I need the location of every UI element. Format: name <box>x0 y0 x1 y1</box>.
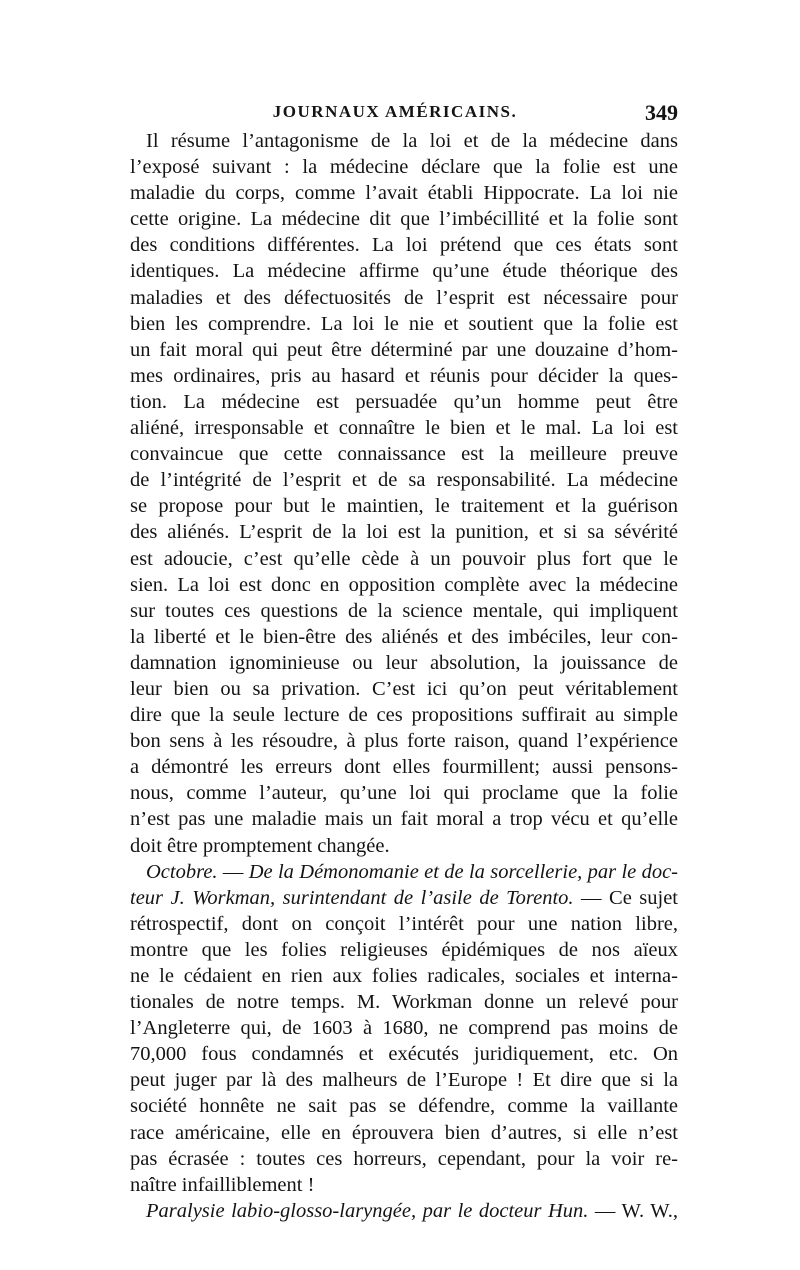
text-line: la liberté et le bien-être des aliénés et des imbéciles, leur con- <box>130 625 678 648</box>
running-title: JOURNAUX AMÉRICAINS. <box>272 102 518 121</box>
text-line: montre que les folies religieuses épidémiques de nos aïeux <box>130 938 678 961</box>
text-line: société honnête ne sait pas se défendre, comme la vaillante <box>130 1095 678 1118</box>
text-line: tion. La médecine est persuadée qu’un homme peut être <box>130 390 678 413</box>
text-line: a démontré les erreurs dont elles fourmillent; aussi pensons- <box>130 756 678 779</box>
text-line <box>130 885 678 911</box>
text-line: des conditions différentes. La loi prétend que ces états sont <box>130 234 678 257</box>
text-line <box>130 859 678 885</box>
text-line: doit être promptement changée. <box>130 834 390 857</box>
italic-segment: Octobre. <box>146 860 218 883</box>
text-line: dire que la seule lecture de ces propositions suffirait au simple <box>130 704 678 727</box>
text-line: sien. La loi est donc en opposition complète avec la médecine <box>130 573 678 596</box>
text-line: n’est pas une maladie mais un fait moral a trop vécu et qu’elle <box>130 808 678 831</box>
text-line: convaincue que cette connaissance est la meilleure preuve <box>130 443 678 466</box>
text-line: maladie du corps, comme l’avait établi Hippocrate. La loi nie <box>130 182 678 205</box>
text-line: l’Angleterre qui, de 1603 à 1680, ne comprend pas moins de <box>130 1017 678 1040</box>
text-line: aliéné, irresponsable et connaître le bien et le mal. La loi est <box>130 417 678 440</box>
italic-segment: De la Démonomanie et de la sorcellerie, par le doc- <box>248 860 678 883</box>
text-line: maladies et des défectuosités de l’esprit est nécessaire pour <box>130 286 678 309</box>
body-text <box>130 128 678 1224</box>
text-line: un fait moral qui peut être déterminé par une douzaine d’hom- <box>130 338 678 361</box>
text-segment: — <box>217 860 249 883</box>
text-segment: — W. W., <box>588 1199 678 1222</box>
text-line: rétrospectif, dont on conçoit l’intérêt pour une nation libre, <box>130 912 678 935</box>
text-line: est adoucie, c’est qu’elle cède à un pouvoir plus fort que le <box>130 547 678 570</box>
text-line: tionales de notre temps. M. Workman donne un relevé pour <box>130 991 678 1014</box>
text-line: identiques. La médecine affirme qu’une étude théorique des <box>130 260 678 283</box>
text-line: Il résume l’antagonisme de la loi et de la médecine dans <box>146 130 678 152</box>
italic-segment: Paralysie labio-glosso-laryngée, par le docteur Hun. <box>146 1199 589 1222</box>
text-line: mes ordinaires, pris au hasard et réunis pour décider la ques- <box>130 364 678 387</box>
text-segment: — Ce sujet <box>573 886 678 909</box>
italic-segment: teur J. Workman, surintendant de l’asile de Torento. <box>130 886 574 909</box>
text-line: peut juger par là des malheurs de l’Europe ! Et dire que si la <box>130 1069 678 1092</box>
text-line: leur bien ou sa privation. C’est ici qu’on peut véritablement <box>130 677 678 700</box>
text-line: bon sens à les résoudre, à plus forte raison, quand l’expérience <box>130 730 678 753</box>
text-line: race américaine, elle en éprouvera bien d’autres, si elle n’est <box>130 1121 678 1144</box>
text-line: l’exposé suivant : la médecine déclare que la folie est une <box>130 156 678 179</box>
text-line: des aliénés. L’esprit de la loi est la punition, et si sa sévérité <box>130 521 678 544</box>
text-line: se propose pour but le maintien, le traitement et la guérison <box>130 495 678 518</box>
text-line: nous, comme l’auteur, qu’une loi qui proclame que la folie <box>130 782 678 805</box>
text-line <box>130 1198 678 1224</box>
text-line: cette origine. La médecine dit que l’imbécillité et la folie sont <box>130 208 678 231</box>
text-line: de l’intégrité de l’esprit et de sa responsabilité. La médecine <box>130 469 678 492</box>
text-line: pas écrasée : toutes ces horreurs, cependant, pour la voir re- <box>130 1147 678 1170</box>
running-head <box>0 100 800 128</box>
text-line: naître infailliblement ! <box>130 1173 315 1196</box>
text-line: bien les comprendre. La loi le nie et soutient que la folie est <box>130 312 678 335</box>
text-line: 70,000 fous condamnés et exécutés juridiquement, etc. On <box>130 1043 678 1066</box>
page-number: 349 <box>645 100 678 125</box>
text-line: sur toutes ces questions de la science mentale, qui impliquent <box>130 599 678 622</box>
text-line: damnation ignominieuse ou leur absolution, la jouissance de <box>130 651 678 674</box>
text-line: ne le cédaient en rien aux folies radicales, sociales et interna- <box>130 965 678 987</box>
